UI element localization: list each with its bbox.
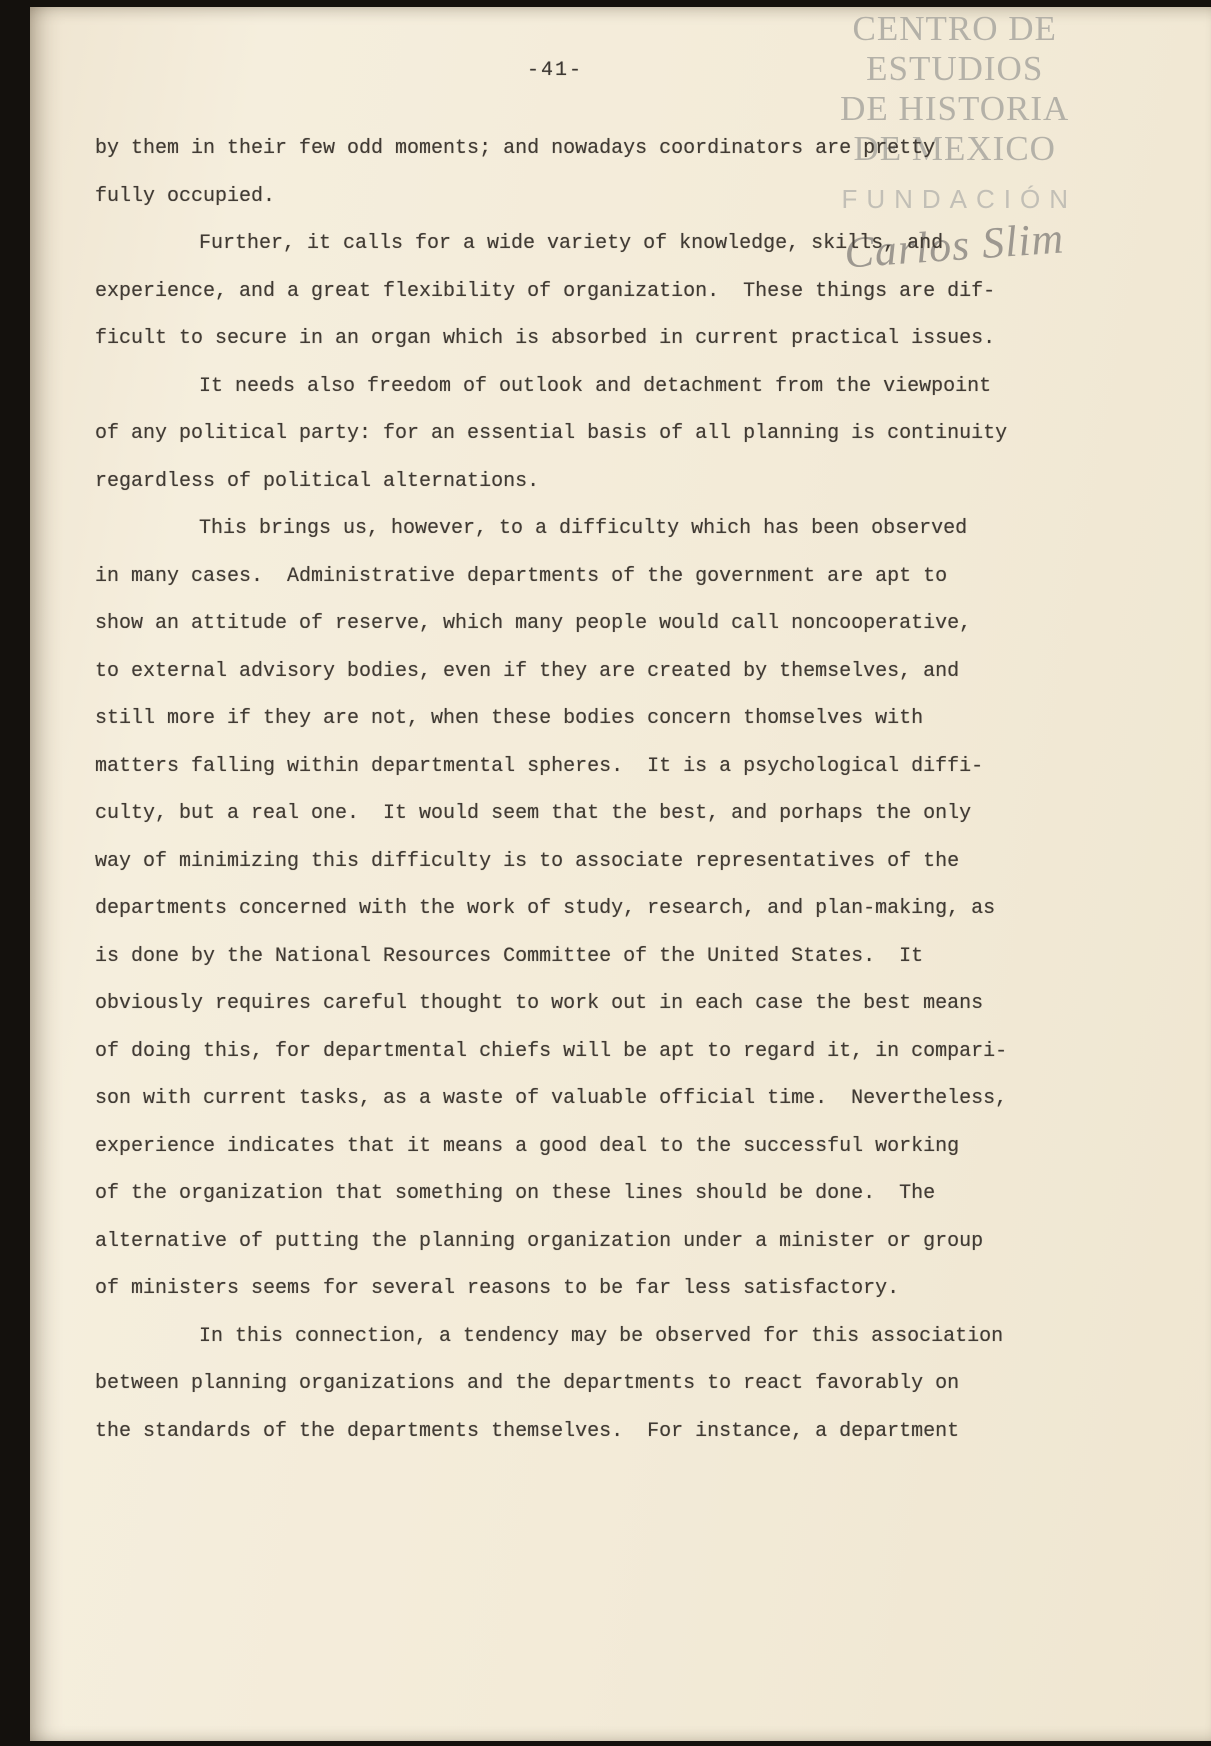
text-line: of ministers seems for several reasons to be far less satisfactory. [95,1277,900,1300]
text-line: culty, but a real one. It would seem that the best, and porhaps the only [95,802,972,825]
text-line: departments concerned with the work of study, research, and plan-making, as [95,897,996,920]
watermark-line: ESTUDIOS [866,49,1044,88]
text-line: show an attitude of reserve, which many people would call noncooperative, [95,612,972,635]
text-line: the standards of the departments themselves. For instance, a department [95,1419,960,1443]
text-line: alternative of putting the planning organization under a minister or group [95,1229,984,1253]
text-line: between planning organizations and the departments to react favorably on [95,1372,960,1395]
text-line: It needs also freedom of outlook and detachment from the viewpoint [199,374,992,398]
watermark-signature: Carlos Slim [843,213,1067,278]
text-line: regardless of political alternations. [95,469,540,493]
watermark-fundacion-line: FUNDACIÓN [841,184,1077,214]
text-line: to external advisory bodies, even if they are created by themselves, and [95,659,960,683]
text-line: In this connection, a tendency may be observed for this association [199,1324,1004,1348]
text-line: in many cases. Administrative departments of the government are apt to [95,564,948,588]
text-line: ficult to secure in an organ which is absorbed in current practical issues. [95,327,996,350]
text-line: matters falling within departmental spheres. It is a psychological diffi- [95,754,984,778]
watermark-line: DE HISTORIA [840,89,1070,128]
text-line: way of minimizing this difficulty is to associate representatives of the [95,849,960,873]
text-line: by them in their few odd moments; and nowadays coordinators are pretty [95,137,936,160]
document-body-text [95,125,1007,1455]
text-line: Further, it calls for a wide variety of knowledge, skills, and [199,232,944,255]
text-line: still more if they are not, when these bodies concern thomselves with [95,707,924,730]
page-number: -41- [526,59,583,82]
text-line: experience indicates that it means a good deal to the successful working [95,1134,960,1158]
watermark-line: CENTRO DE [852,9,1057,48]
document-page [30,7,1211,1741]
text-line: obviously requires careful thought to work out in each case the best means [95,992,984,1015]
text-line: of the organization that something on these lines should be done. The [95,1182,936,1205]
text-line: is done by the National Resources Committee of the United States. It [95,944,924,968]
text-line: son with current tasks, as a waste of valuable official time. Nevertheless, [95,1087,1008,1110]
text-line: This brings us, however, to a difficulty which has been observed [199,517,968,540]
text-line: experience, and a great flexibility of organization. These things are dif- [95,279,996,303]
text-line: of doing this, for departmental chiefs will be apt to regard it, in compari- [95,1039,1008,1063]
watermark-line: DE MEXICO [853,129,1056,168]
text-line: of any political party: for an essential basis of all planning is continuity [95,422,1008,445]
text-line: fully occupied. [95,184,276,208]
